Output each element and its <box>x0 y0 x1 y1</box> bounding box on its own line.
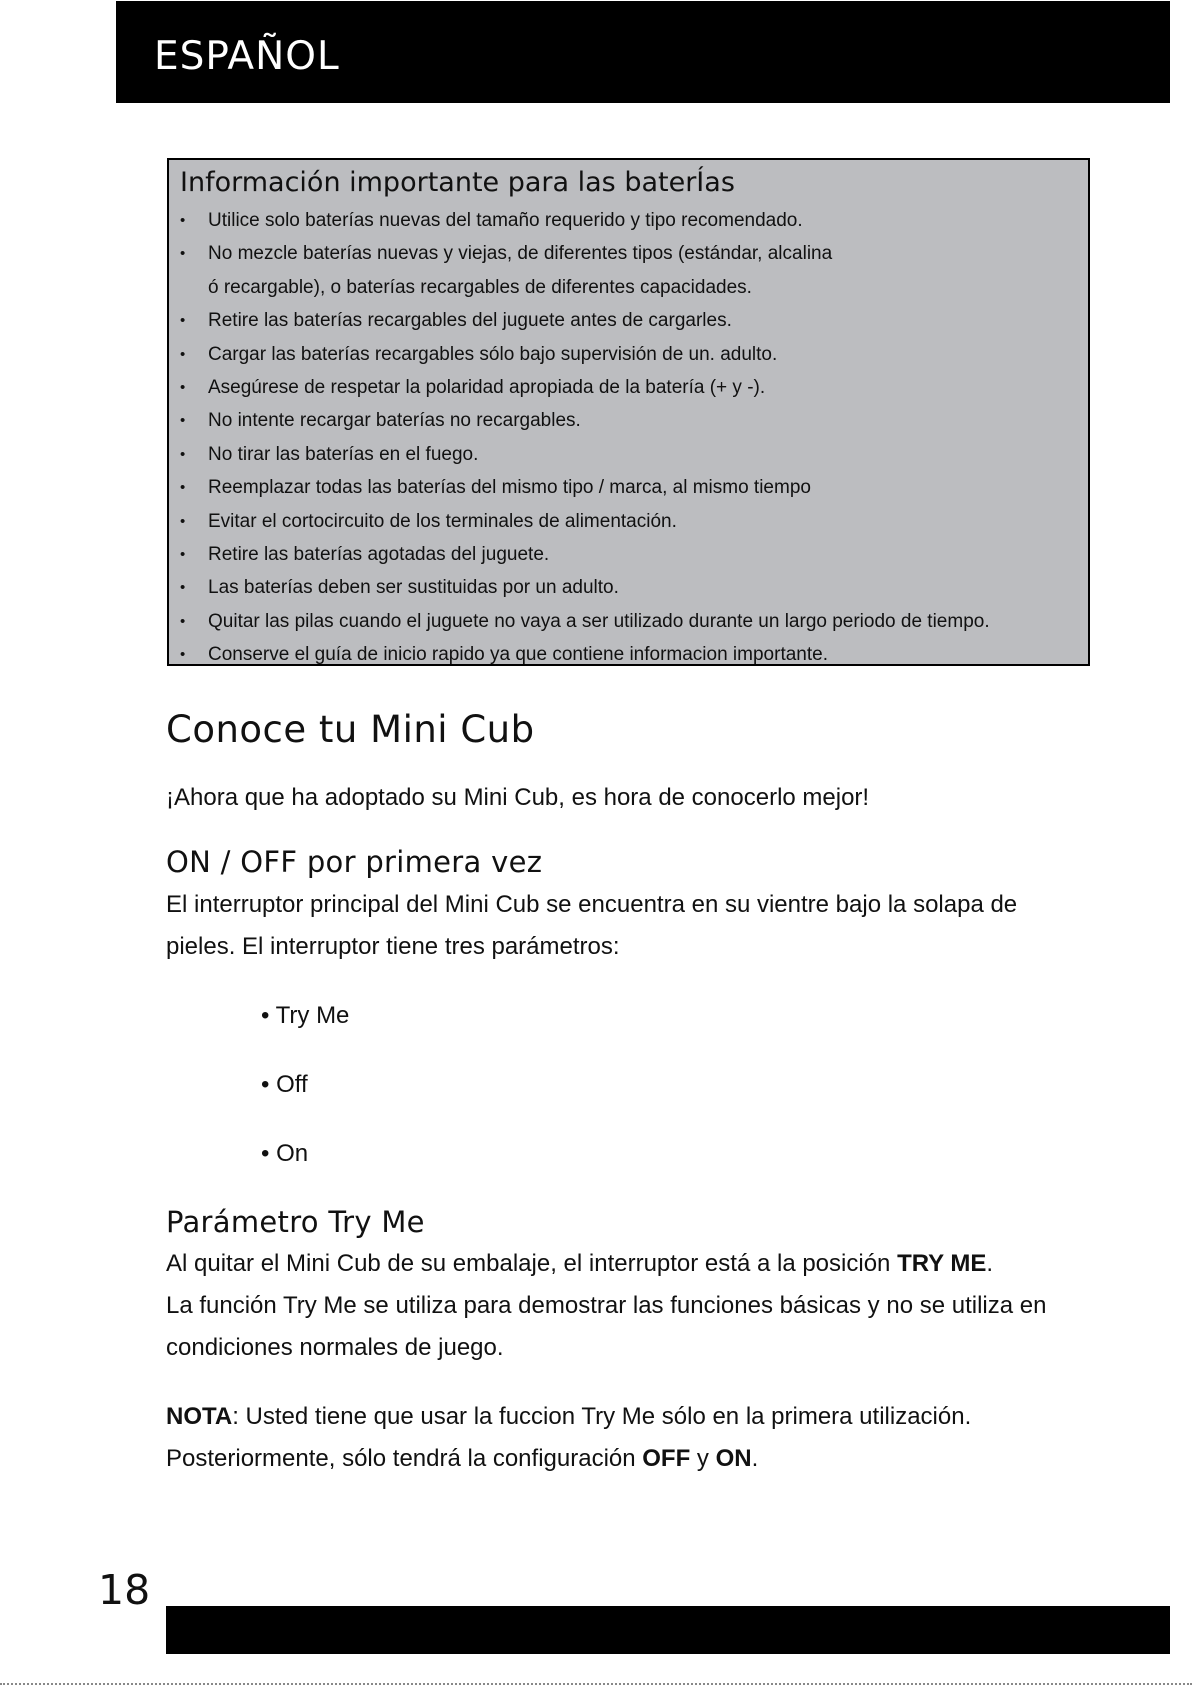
option-off: • Off <box>261 1071 308 1098</box>
battery-info-item <box>180 304 990 337</box>
bullet-icon: • <box>180 445 186 463</box>
battery-info-item <box>180 605 990 638</box>
bullet-icon: • <box>180 312 186 330</box>
footer-bar <box>166 1606 1170 1654</box>
tryme-bold-label: TRY ME <box>897 1250 987 1277</box>
note-end: . <box>751 1445 759 1472</box>
bullet-icon: • <box>180 379 186 397</box>
battery-info-item-text: Retire las baterías recargables del juguete antes de cargarles. <box>208 310 732 332</box>
battery-info-item <box>180 538 990 571</box>
battery-info-item <box>180 237 990 304</box>
note-line2-text: Posteriormente, sólo tendrá la configuración <box>166 1445 643 1472</box>
battery-info-item-text: Evitar el cortocircuito de los terminales de alimentación. <box>208 510 677 532</box>
option-try-me: • Try Me <box>261 1002 350 1029</box>
battery-info-title: Información importante para las baterÍas <box>180 167 735 198</box>
battery-info-item <box>180 404 990 437</box>
tryme-paragraph-line3: condiciones normales de juego. <box>166 1334 504 1361</box>
battery-info-item-text: Utilice solo baterías nuevas del tamaño requerido y tipo recomendado. <box>208 210 803 231</box>
note-line1-text: : Usted tiene que usar la fuccion Try Me sólo en la primera utilización. <box>232 1403 972 1430</box>
note-off-label: OFF <box>642 1445 691 1472</box>
bullet-icon: • <box>180 579 186 597</box>
battery-info-item <box>180 204 990 237</box>
header-bar <box>116 1 1170 103</box>
battery-info-item <box>180 438 990 471</box>
bullet-icon: • <box>180 345 186 363</box>
battery-info-item-text: Conserve el guía de inicio rapido ya que contiene informacion importante. <box>208 644 828 666</box>
bullet-icon: • <box>180 212 186 229</box>
battery-info-box <box>167 158 1090 666</box>
battery-info-item <box>180 638 990 671</box>
bullet-icon: • <box>180 512 186 530</box>
section-title-onoff: ON / OFF por primera vez <box>166 845 543 879</box>
bullet-icon: • <box>180 245 186 263</box>
battery-info-item-text: Quitar las pilas cuando el juguete no vaya a ser utilizado durante un largo periodo de tiempo. <box>208 610 990 632</box>
section-title-conoce: Conoce tu Mini Cub <box>166 708 535 751</box>
battery-info-item <box>180 471 990 504</box>
battery-info-item-text: No tirar las baterías en el fuego. <box>208 443 479 465</box>
battery-info-item <box>180 571 990 604</box>
onoff-paragraph-line1: El interruptor principal del Mini Cub se encuentra en su vientre bajo la solapa de <box>166 891 1018 918</box>
note-line1 <box>166 1396 971 1438</box>
battery-info-list <box>180 204 990 672</box>
battery-info-item <box>180 338 990 371</box>
intro-paragraph: ¡Ahora que ha adoptado su Mini Cub, es hora de conocerlo mejor! <box>166 784 870 811</box>
battery-info-item-text: Retire las baterías agotadas del juguete. <box>208 544 550 566</box>
note-on-label: ON <box>715 1445 752 1472</box>
tryme-line1-text: Al quitar el Mini Cub de su embalaje, el interruptor está a la posición <box>166 1250 898 1277</box>
option-on: • On <box>261 1140 309 1167</box>
bullet-icon: • <box>180 479 186 497</box>
note-line2 <box>166 1438 758 1480</box>
language-label: ESPAÑOL <box>154 34 340 79</box>
note-label: NOTA <box>166 1403 233 1430</box>
bullet-icon: • <box>180 646 186 664</box>
tryme-paragraph-line1 <box>166 1243 993 1285</box>
battery-info-item-text: Las baterías deben ser sustituidas por un adulto. <box>208 577 619 599</box>
battery-info-item-text: ó recargable), o baterías recargables de diferentes capacidades. <box>208 276 752 298</box>
bullet-icon: • <box>180 612 186 630</box>
battery-info-item <box>180 505 990 538</box>
page-number: 18 <box>98 1566 151 1614</box>
tryme-paragraph-line2: La función Try Me se utiliza para demostrar las funciones básicas y no se utiliza en <box>166 1292 1047 1319</box>
section-title-tryme: Parámetro Try Me <box>166 1205 425 1239</box>
onoff-paragraph-line2: pieles. El interruptor tiene tres parámetros: <box>166 933 620 960</box>
battery-info-item-text: Cargar las baterías recargables sólo bajo supervisión de un. adulto. <box>208 343 778 365</box>
note-conjunction: y <box>690 1445 716 1472</box>
bullet-icon: • <box>180 412 186 430</box>
battery-info-item-text: No mezcle baterías nuevas y viejas, de diferentes tipos (estándar, alcalina <box>208 243 833 265</box>
tryme-line1-end: . <box>986 1250 994 1277</box>
bullet-icon: • <box>180 546 186 564</box>
battery-info-item-text: Asegúrese de respetar la polaridad apropiada de la batería (+ y -). <box>208 377 766 399</box>
battery-info-item-text: No intente recargar baterías no recargables. <box>208 410 581 432</box>
battery-info-item-text: Reemplazar todas las baterías del mismo tipo / marca, al mismo tiempo <box>208 477 811 499</box>
battery-info-item <box>180 371 990 404</box>
